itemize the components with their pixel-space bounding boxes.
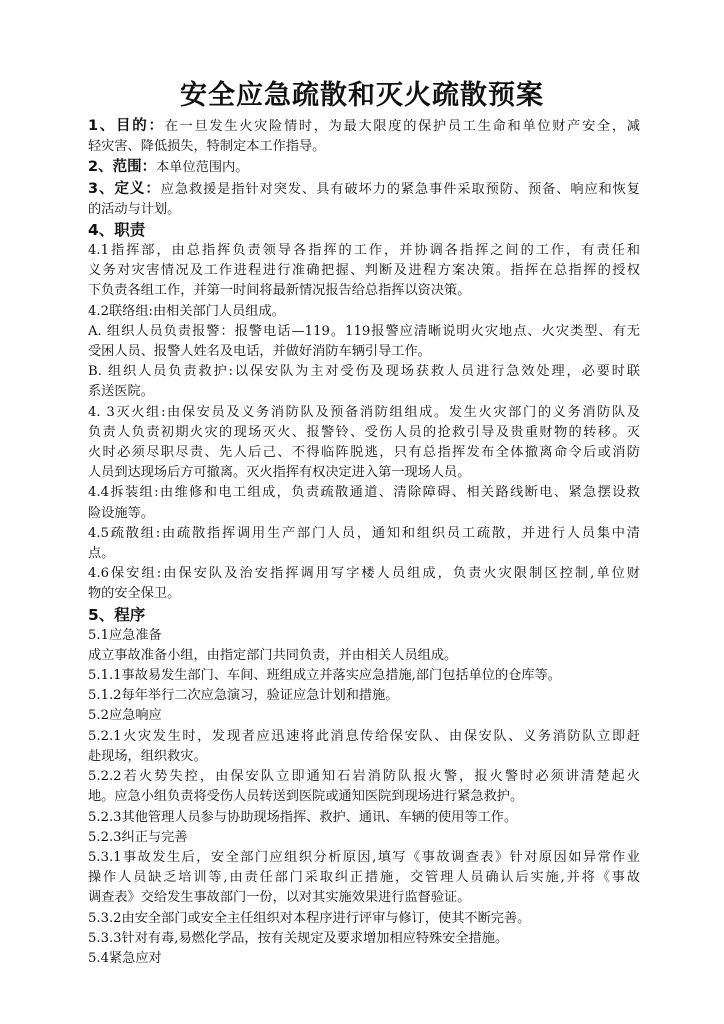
duties-section	[88, 241, 640, 605]
procedure-line: 5.2.1火灾发生时，发现者应迅速将此消息传给保安队、由保安队、义务消防队立即赶	[88, 728, 640, 744]
document-body	[88, 116, 640, 969]
procedure-line: 5.1应急准备	[88, 627, 162, 643]
procedure-line: 调查表》交给发生事故部门一份，以对其实施效果进行监督验证。	[88, 890, 471, 906]
scope-label: 2、范围：	[88, 159, 157, 176]
procedure-line: 5.2.2若火势失控，由保安队立即通知石岩消防队报火警，报火警时必须讲清楚起火	[88, 769, 640, 785]
procedure-heading: 5、程序	[88, 605, 146, 624]
definition-line-1	[88, 179, 640, 200]
procedure-line: 5.3.2由安全部门或安全主任组织对本程序进行评审与修订，使其不断完善。	[88, 910, 531, 926]
procedure-line: 5.3.3针对有毒,易燃化学品，按有关规定及要求增加相应特殊安全措施。	[88, 930, 509, 946]
duties-line: 人员到达现场后方可撤离。灭火指挥有权决定进入第一现场人员。	[88, 465, 471, 481]
duties-line: 4.5疏散组:由疏散指挥调用生产部门人员，通知和组织员工疏散，并进行人员集中清	[88, 525, 640, 541]
duties-line: 4.2联络组:由相关部门人员组成。	[88, 303, 285, 319]
procedure-line: 5.2.3纠正与完善	[88, 829, 188, 845]
procedure-line: 5.2.3其他管理人员参与协助现场指挥、救护、通讯、车辆的使用等工作。	[88, 809, 518, 825]
duties-line: 点。	[88, 546, 115, 562]
purpose-line-1	[88, 116, 640, 137]
duties-line: 险设施等。	[88, 505, 154, 521]
procedure-line: 5.2应急响应	[88, 708, 162, 724]
procedure-line: 5.1.2每年举行二次应急演习，验证应急计划和措施。	[88, 688, 399, 704]
duties-line: 4. 3灭火组:由保安员及义务消防队及预备消防组组成。发生火灾部门的义务消防队及	[88, 404, 640, 420]
duties-line: 火时必须尽职尽责、先人后己、不得临阵脱逃，只有总指挥发布全体撤离命令后或消防	[88, 445, 640, 461]
duties-line: 义务对灾害情况及工作进程进行准确把握、判断及进程方案决策。指挥在总指挥的授权	[88, 263, 640, 279]
duties-line: B. 组织人员负责救护:以保安队为主对受伤及现场获救人员进行急效处理，必要时联	[88, 364, 640, 380]
page-title: 安全应急疏散和灭火疏散预案	[180, 80, 544, 111]
purpose-text-1: 在一旦发生火灾险情时，为最大限度的保护员工生命和单位财产安全，减	[164, 119, 640, 134]
purpose-line-2: 轻灾害、降低损失，特制定本工作指导。	[88, 139, 326, 155]
duties-line: 物的安全保卫。	[88, 586, 181, 602]
procedure-line: 5.3.1事故发生后，安全部门应组织分析原因,填写《事故调查表》针对原因如异常作业	[88, 849, 640, 865]
procedure-line: 赴现场，组织救灾。	[88, 748, 207, 764]
scope-text: 本单位范围内。	[156, 160, 249, 176]
duties-line: A. 组织人员负责报警：报警电话—119。119报警应清晰说明火灾地点、火灾类型、有无	[88, 323, 640, 339]
duties-line: 4.1指挥部，由总指挥负责领导各指挥的工作，并协调各指挥之间的工作，有责任和	[88, 243, 640, 259]
procedure-line: 地。应急小组负责将受伤人员转送到医院或通知医院到现场进行紧急救护。	[88, 789, 524, 805]
procedure-section	[88, 626, 640, 969]
duties-line: 4.6保安组:由保安队及治安指挥调用写字楼人员组成，负责火灾限制区控制,单位财	[88, 566, 640, 582]
duties-heading: 4、职责	[88, 221, 146, 240]
purpose-label: 1、目的：	[88, 118, 165, 134]
duties-line: 受困人员、报警人姓名及电话，并做好消防车辆引导工作。	[88, 344, 431, 360]
procedure-line: 成立事故准备小组，由指定部门共同负责，并由相关人员组成。	[88, 647, 458, 663]
definition-line-2: 的活动与计划。	[88, 201, 181, 217]
scope-line	[88, 157, 640, 178]
procedure-line: 操作人员缺乏培训等,由责任部门采取纠正措施，交管理人员确认后实施,并将《事故	[88, 870, 640, 886]
definition-label: 3、定义：	[88, 180, 161, 197]
definition-text-1: 应急救援是指针对突发、具有破坏力的紧急事件采取预防、预备、响应和恢复	[160, 181, 640, 197]
procedure-line: 5.4紧急应对	[88, 950, 162, 966]
duties-line: 下负责各组工作，并第一时间将最新情况报告给总指挥以资决策。	[88, 283, 471, 299]
duties-line: 4.4拆装组:由维修和电工组成，负责疏散通道、清除障碍、相关路线断电、紧急摆设救	[88, 485, 640, 501]
duties-line: 负责人负责初期火灾的现场灭火、报警铃、受伤人员的抢救引导及贵重财物的转移。灭	[88, 424, 640, 440]
procedure-line: 5.1.1事故易发生部门、车间、班组成立并落实应急措施,部门包括单位的仓库等。	[88, 668, 561, 684]
duties-line: 系送医院。	[88, 384, 154, 400]
